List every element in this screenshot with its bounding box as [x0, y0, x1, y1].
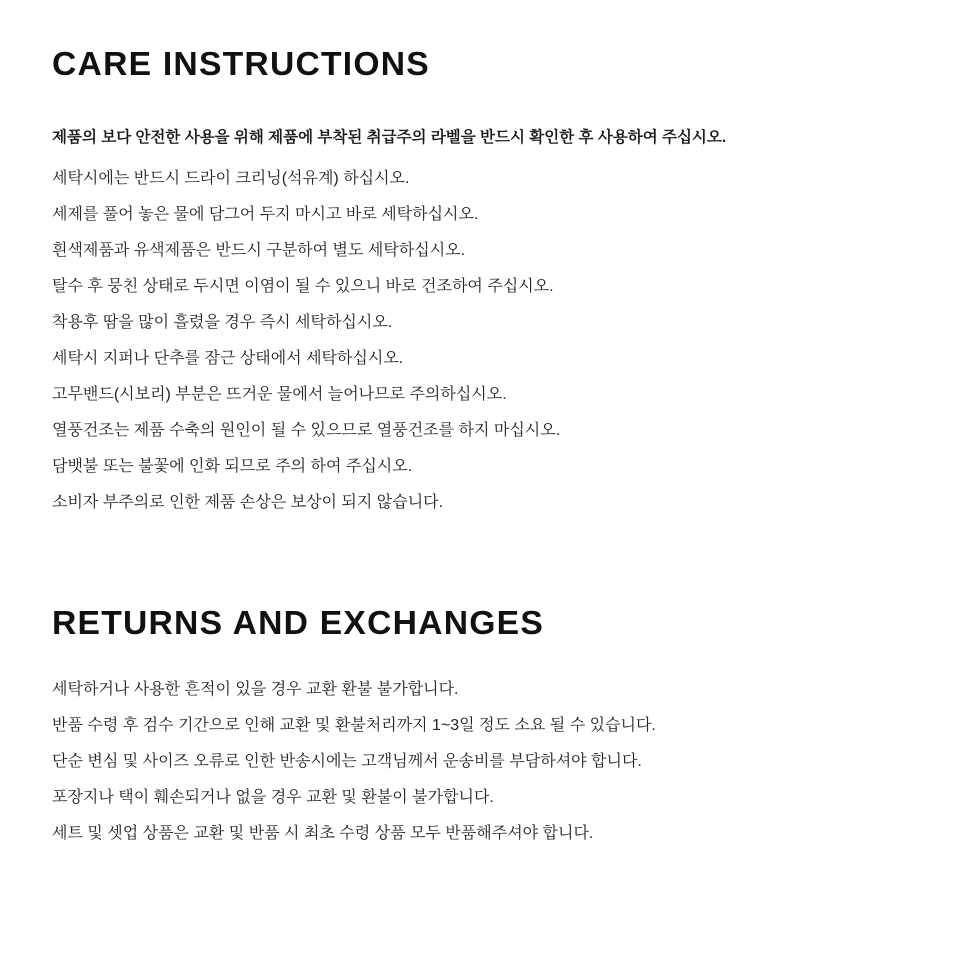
- care-instructions-section: [52, 44, 908, 511]
- list-item: 고무밴드(시보리) 부분은 뜨거운 물에서 늘어나므로 주의하십시오.: [52, 385, 507, 403]
- care-instructions-title: CARE INSTRUCTIONS: [52, 45, 430, 82]
- list-item: 세트 및 셋업 상품은 교환 및 반품 시 최초 수령 상품 모두 반품해주셔야 합니다.: [52, 825, 594, 843]
- list-item: 세탁하거나 사용한 흔적이 있을 경우 교환 환불 불가합니다.: [52, 681, 459, 699]
- list-item: 탈수 후 뭉친 상태로 두시면 이염이 될 수 있으니 바로 건조하여 주십시오.: [52, 277, 554, 295]
- list-item: 포장지나 택이 훼손되거나 없을 경우 교환 및 환불이 불가합니다.: [52, 789, 494, 807]
- list-item: 착용후 땀을 많이 흘렸을 경우 즉시 세탁하십시오.: [52, 313, 393, 331]
- list-item: 반품 수령 후 검수 기간으로 인해 교환 및 환불처리까지 1~3일 정도 소요 될 수 있습니다.: [52, 717, 656, 735]
- list-item: 세탁시에는 반드시 드라이 크리닝(석유계) 하십시오.: [52, 169, 410, 187]
- list-item: 흰색제품과 유색제품은 반드시 구분하여 별도 세탁하십시오.: [52, 241, 466, 259]
- care-instructions-lead: 제품의 보다 안전한 사용을 위해 제품에 부착된 취급주의 라벨을 반드시 확인한 후 사용하여 주십시오.: [52, 128, 727, 146]
- list-item: 세탁시 지퍼나 단추를 잠근 상태에서 세탁하십시오.: [52, 349, 404, 367]
- returns-and-exchanges-title: RETURNS AND EXCHANGES: [52, 603, 545, 641]
- list-item: 담뱃불 또는 불꽃에 인화 되므로 주의 하여 주십시오.: [52, 457, 413, 475]
- returns-and-exchanges-section: [52, 603, 908, 843]
- care-instructions-list: [52, 171, 908, 511]
- list-item: 단순 변심 및 사이즈 오류로 인한 반송시에는 고객님께서 운송비를 부담하셔야 합니다.: [52, 753, 642, 771]
- list-item: 열풍건조는 제품 수축의 원인이 될 수 있으므로 열풍건조를 하지 마십시오.: [52, 421, 561, 439]
- list-item: 세제를 풀어 놓은 물에 담그어 두지 마시고 바로 세탁하십시오.: [52, 205, 479, 223]
- list-item: 소비자 부주의로 인한 제품 손상은 보상이 되지 않습니다.: [52, 493, 444, 511]
- returns-and-exchanges-list: [52, 682, 908, 842]
